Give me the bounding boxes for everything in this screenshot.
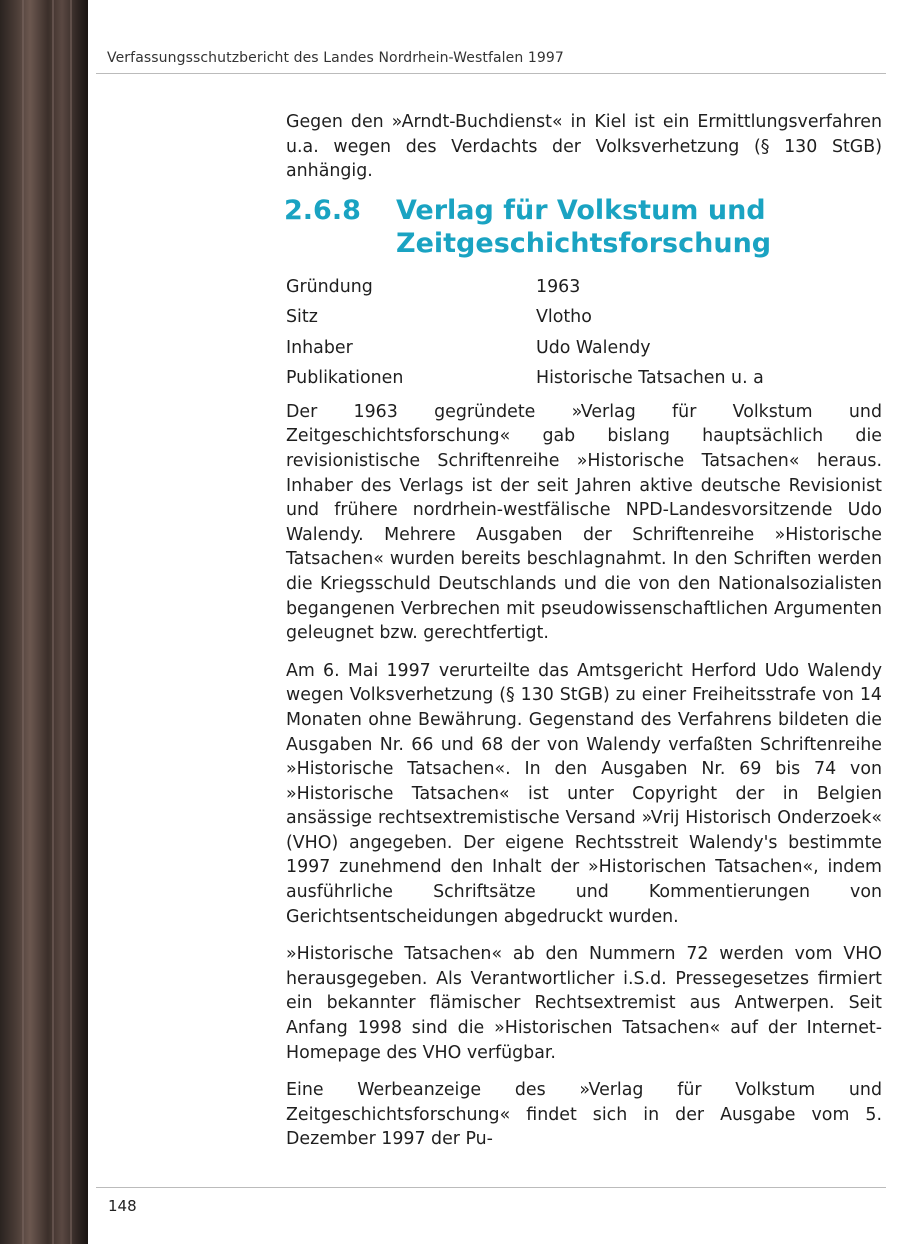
- section-heading: [284, 194, 882, 260]
- section-number: 2.6.8: [284, 194, 361, 226]
- page-number: 148: [108, 1197, 137, 1215]
- fact-value: Vlotho: [536, 307, 592, 328]
- section-title-line: Zeitgeschichtsforschung: [396, 227, 772, 259]
- body-paragraph: Der 1963 gegründete »Verlag für Volkstum und Zeitgeschichtsforschung« gab bislang hauptsächlich die revisionistische Schriftenreihe »Historische Tatsachen« heraus. Inhaber des Verlags ist der seit Jahren aktive deutsche Revisionist und frühere nordrhein-westfälische NPD-Landesvorsitzende Udo Walendy. Mehrere Ausgaben der Schriftenreihe »Historische Tatsachen« wurden bereits beschlagnahmt. In den Schriften werden die Kriegsschuld Deutschlands und die von den Nationalsozialisten begangenen Verbrechen mit pseudowissenschaftlichen Argumenten geleugnet bzw. gerechtfertigt.: [286, 401, 882, 644]
- fact-label: Publikationen: [286, 368, 404, 389]
- header-rule: [96, 73, 886, 74]
- body-paragraph: »Historische Tatsachen« ab den Nummern 72 werden vom VHO herausgegeben. Als Verantwortlicher i.S.d. Pressegesetzes firmiert ein bekannter flämischer Rechtsextremist aus Antwerpen. Seit Anfang 1998 sind die »Historischen Tatsachen« auf der Internet-Homepage des VHO verfügbar.: [286, 944, 882, 1063]
- body-paragraph: Am 6. Mai 1997 verurteilte das Amtsgericht Herford Udo Walendy wegen Volksverhetzung (§ 130 StGB) zu einer Freiheitsstrafe von 14 Monaten ohne Bewährung. Gegenstand des Verfahrens bildeten die Ausgaben Nr. 66 und 68 der von Walendy verfaßten Schriftenreihe »Historische Tatsachen«. In den Ausgaben Nr. 69 bis 74 von »Historische Tatsachen« ist unter Copyright der in Belgien ansässige rechtsextremistische Versand »Vrij Historisch Onderzoek« (VHO) angegeben. Der eigene Rechtsstreit Walendy's bestimmte 1997 zunehmend den Inhalt der »Historischen Tatsachen«, indem ausführliche Schriftsätze und Kommentierungen von Gerichtsentscheidungen abgedruckt wurden.: [286, 660, 882, 927]
- fact-table: [286, 272, 882, 394]
- fact-row: [286, 363, 882, 394]
- footer-rule: [96, 1187, 886, 1188]
- fact-label: Inhaber: [286, 337, 353, 358]
- fact-row: [286, 333, 882, 364]
- section-title: [396, 194, 771, 260]
- book-binding-edge: [0, 0, 88, 1244]
- section-title-line: Verlag für Volkstum und: [396, 194, 766, 226]
- fact-value: Historische Tatsachen u. a: [536, 368, 764, 389]
- fact-row: [286, 302, 882, 333]
- fact-label: Sitz: [286, 307, 318, 328]
- intro-paragraph: Gegen den »Arndt-Buchdienst« in Kiel ist ein Ermittlungsverfahren u.a. wegen des Verdachts der Volksverhetzung (§ 130 StGB) anhängig.: [286, 112, 882, 182]
- fact-row: [286, 272, 882, 303]
- body-paragraph: Eine Werbeanzeige des »Verlag für Volkstum und Zeitgeschichtsforschung« findet sich in der Ausgabe vom 5. Dezember 1997 der Pu-: [286, 1080, 882, 1150]
- fact-value: 1963: [536, 276, 581, 297]
- fact-value: Udo Walendy: [536, 337, 651, 358]
- fact-label: Gründung: [286, 276, 373, 297]
- page-body: [286, 110, 882, 1165]
- running-header: Verfassungsschutzbericht des Landes Nordrhein-Westfalen 1997: [107, 50, 564, 66]
